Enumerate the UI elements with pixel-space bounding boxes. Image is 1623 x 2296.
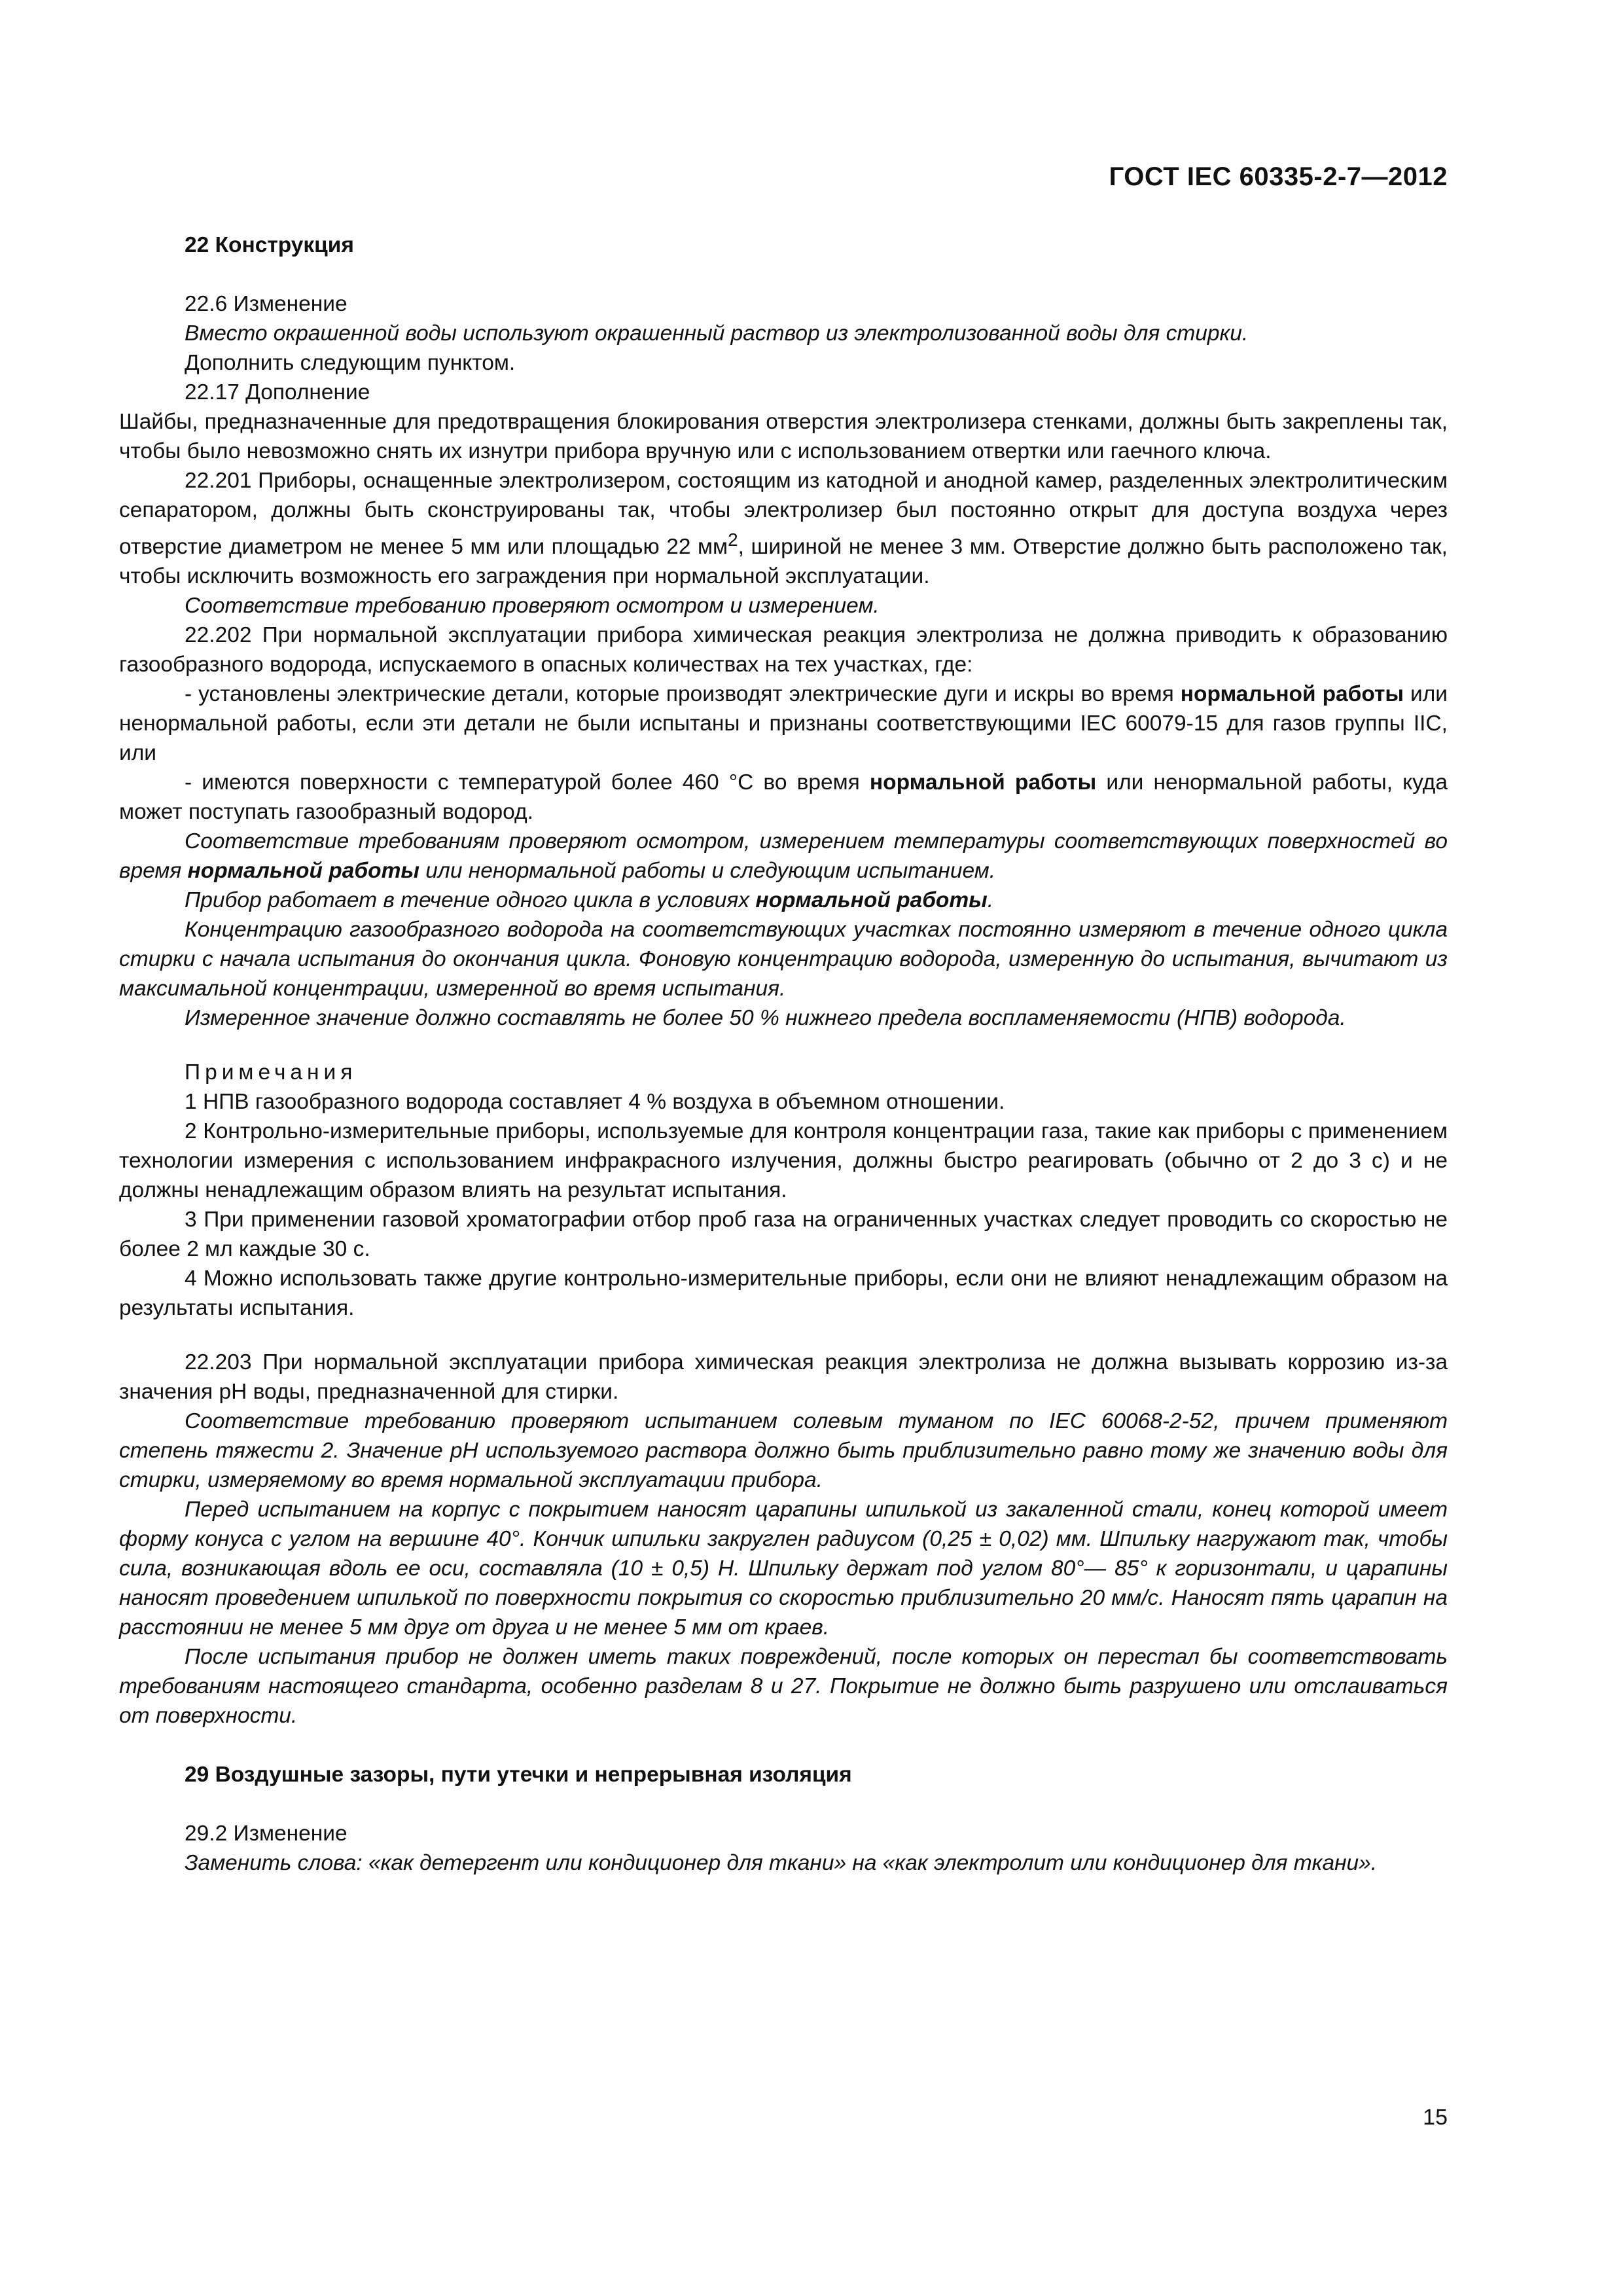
device-bold-term: нормальной работы (755, 888, 988, 913)
note-2: 2 Контрольно-измерительные приборы, используемые для контроля концентрации газа, такие как приборы с применением технологии измерения с использованием инфракрасного излучения, должны быстро реагировать (обычно от 2 до 3 с) и не должны ненадлежащим образом влиять на результат испытания. (119, 1119, 1448, 1203)
page-content (119, 230, 1448, 1878)
clause-22-201 (119, 466, 1448, 591)
note-3: 3 При применении газовой хроматографии отбор проб газа на ограниченных участках следует проводить со скоростью не более 2 мл каждые 30 с. (119, 1208, 1448, 1262)
bullet2-bold-term: нормальной работы (869, 770, 1097, 795)
clause-29-2-text: Заменить слова: «как детергент или кондиционер для ткани» на «как электролит или кондиционер для ткани». (185, 1851, 1378, 1876)
clause-22-17-text: Шайбы, предназначенные для предотвращения блокирования отверстия электролизера стенками, должны быть закреплены так, чтобы было невозможно снять их изнутри прибора вручную или с использованием отвертки или гаечного ключа. (119, 410, 1448, 463)
clause-22-6-text: Вместо окрашенной воды используют окрашенный раствор из электролизованной воды для стирки. (185, 321, 1249, 346)
check2-bold-term: нормальной работы (187, 859, 419, 884)
bullet-electrical-parts (119, 679, 1448, 768)
section-29-heading: 29 Воздушные зазоры, пути утечки и непрерывная изоляция (185, 1763, 852, 1787)
section-22-heading: 22 Конструкция (185, 233, 354, 257)
after-test-text: После испытания прибор не должен иметь таких повреждений, после которых он перестал бы соответствовать требованиям настоящего стандарта, особенно разделам 8 и 27. Покрытие не должно быть разрушено или отслаиваться от поверхности. (119, 1645, 1448, 1729)
bullet2-text-b: или ненормальной работы, куда может поступать газообразный водород. (119, 770, 1448, 825)
clause-22-203: 22.203 При нормальной эксплуатации прибора химическая реакция электролиза не должна вызывать коррозию из-за значения pH воды, предназначенной для стирки. (119, 1350, 1448, 1405)
bullet-hot-surfaces (119, 768, 1448, 827)
device-text-b: . (987, 888, 994, 913)
note-4: 4 Можно использовать также другие контрольно-измерительные приборы, если они не влияют ненадлежащим образом на результаты испытания. (119, 1266, 1448, 1321)
measured-value-text: Измеренное значение должно составлять не более 50 % нижнего предела воспламеняемости (НПВ) водорода. (185, 1006, 1346, 1031)
bullet1-text-a: - установлены электрические детали, которые производят электрические дуги и искры во время (185, 682, 1181, 707)
scratch-test-text: Перед испытанием на корпус с покрытием наносят царапины шпилькой из закаленной стали, конец которой имеет форму конуса с углом на вершине 40°. Кончик шпильки закруглен радиусом (0,25 ± 0,02) мм. Шпильку нагружают так, чтобы сила, возникающая вдоль ее оси, составляла (10 ± 0,5) Н. Шпильку держат под углом 80°— 85° к горизонтали, и царапины наносят проведением шпилькой по поверхности покрытия со скоростью приблизительно 20 мм/с. Наносят пять царапин на расстоянии не менее 5 мм друг от друга и не менее 5 мм от краев. (119, 1498, 1448, 1640)
clause-29-2-title: 29.2 Изменение (185, 1821, 348, 1846)
document-id-header: ГОСТ IEC 60335-2-7—2012 (1109, 162, 1448, 191)
clause-22-202: 22.202 При нормальной эксплуатации прибора химическая реакция электролиза не должна приводить к образованию газообразного водорода, испускаемого в опасных количествах на тех участках, где: (119, 623, 1448, 677)
compliance-check-2 (119, 827, 1448, 886)
clause-22-201-check: Соответствие требованию проверяют осмотром и измерением. (185, 594, 880, 619)
clause-22-6-title: 22.6 Изменение (185, 292, 348, 316)
device-operation (119, 886, 1448, 915)
note-1: 1 НПВ газообразного водорода составляет 4 % воздуха в объемном отношении. (185, 1090, 1005, 1115)
hydrogen-concentration-text: Концентрацию газообразного водорода на соответствующих участках постоянно измеряют в течение одного цикла стирки с начала испытания до окончания цикла. Фоновую концентрацию водорода, измеренную до испытания, вычитают из максимальной концентрации, измеренной во время испытания. (119, 918, 1448, 1001)
clause-22-17-title: 22.17 Дополнение (185, 380, 370, 404)
bullet2-text-a: - имеются поверхности с температурой более 460 °C во время (185, 770, 870, 795)
device-text-a: Прибор работает в течение одного цикла в условиях (185, 888, 756, 913)
page-number: 15 (1423, 2105, 1448, 2130)
bullet1-bold-term: нормальной работы (1180, 682, 1404, 707)
check2-text-a: Соответствие требованиям проверяют осмотром, измерением температуры соответствующих поверхностей во время (119, 829, 1448, 884)
bullet1-text-b: или ненормальной работы, если эти детали не были испытаны и признаны соответствующими IEC 60079-15 для газов группы IIC, или (119, 682, 1448, 766)
compliance-check-3: Соответствие требованию проверяют испытанием солевым туманом по IEC 60068-2-52, причем применяют степень тяжести 2. Значение pH используемого раствора должно быть приблизительно равно тому же значению воды для стирки, измеряемому во время нормальной эксплуатации прибора. (119, 1409, 1448, 1493)
superscript-2: 2 (728, 529, 738, 550)
clause-22-201-text-b: , шириной не менее 3 мм. Отверстие должно быть расположено так, чтобы исключить возможность его заграждения при нормальной эксплуатации. (119, 535, 1448, 589)
add-clause-instruction: Дополнить следующим пунктом. (185, 351, 516, 375)
check2-text-b: или ненормальной работы и следующим испытанием. (419, 859, 996, 884)
notes-title: Примечания (185, 1060, 357, 1085)
clause-22-201-text-a: 22.201 Приборы, оснащенные электролизером, состоящим из катодной и анодной камер, разделенных электролитическим сепаратором, должны быть сконструированы так, чтобы электролизер был постоянно открыт для доступа воздуха через отверстие диаметром не менее 5 мм или площадью 22 мм (119, 469, 1448, 560)
